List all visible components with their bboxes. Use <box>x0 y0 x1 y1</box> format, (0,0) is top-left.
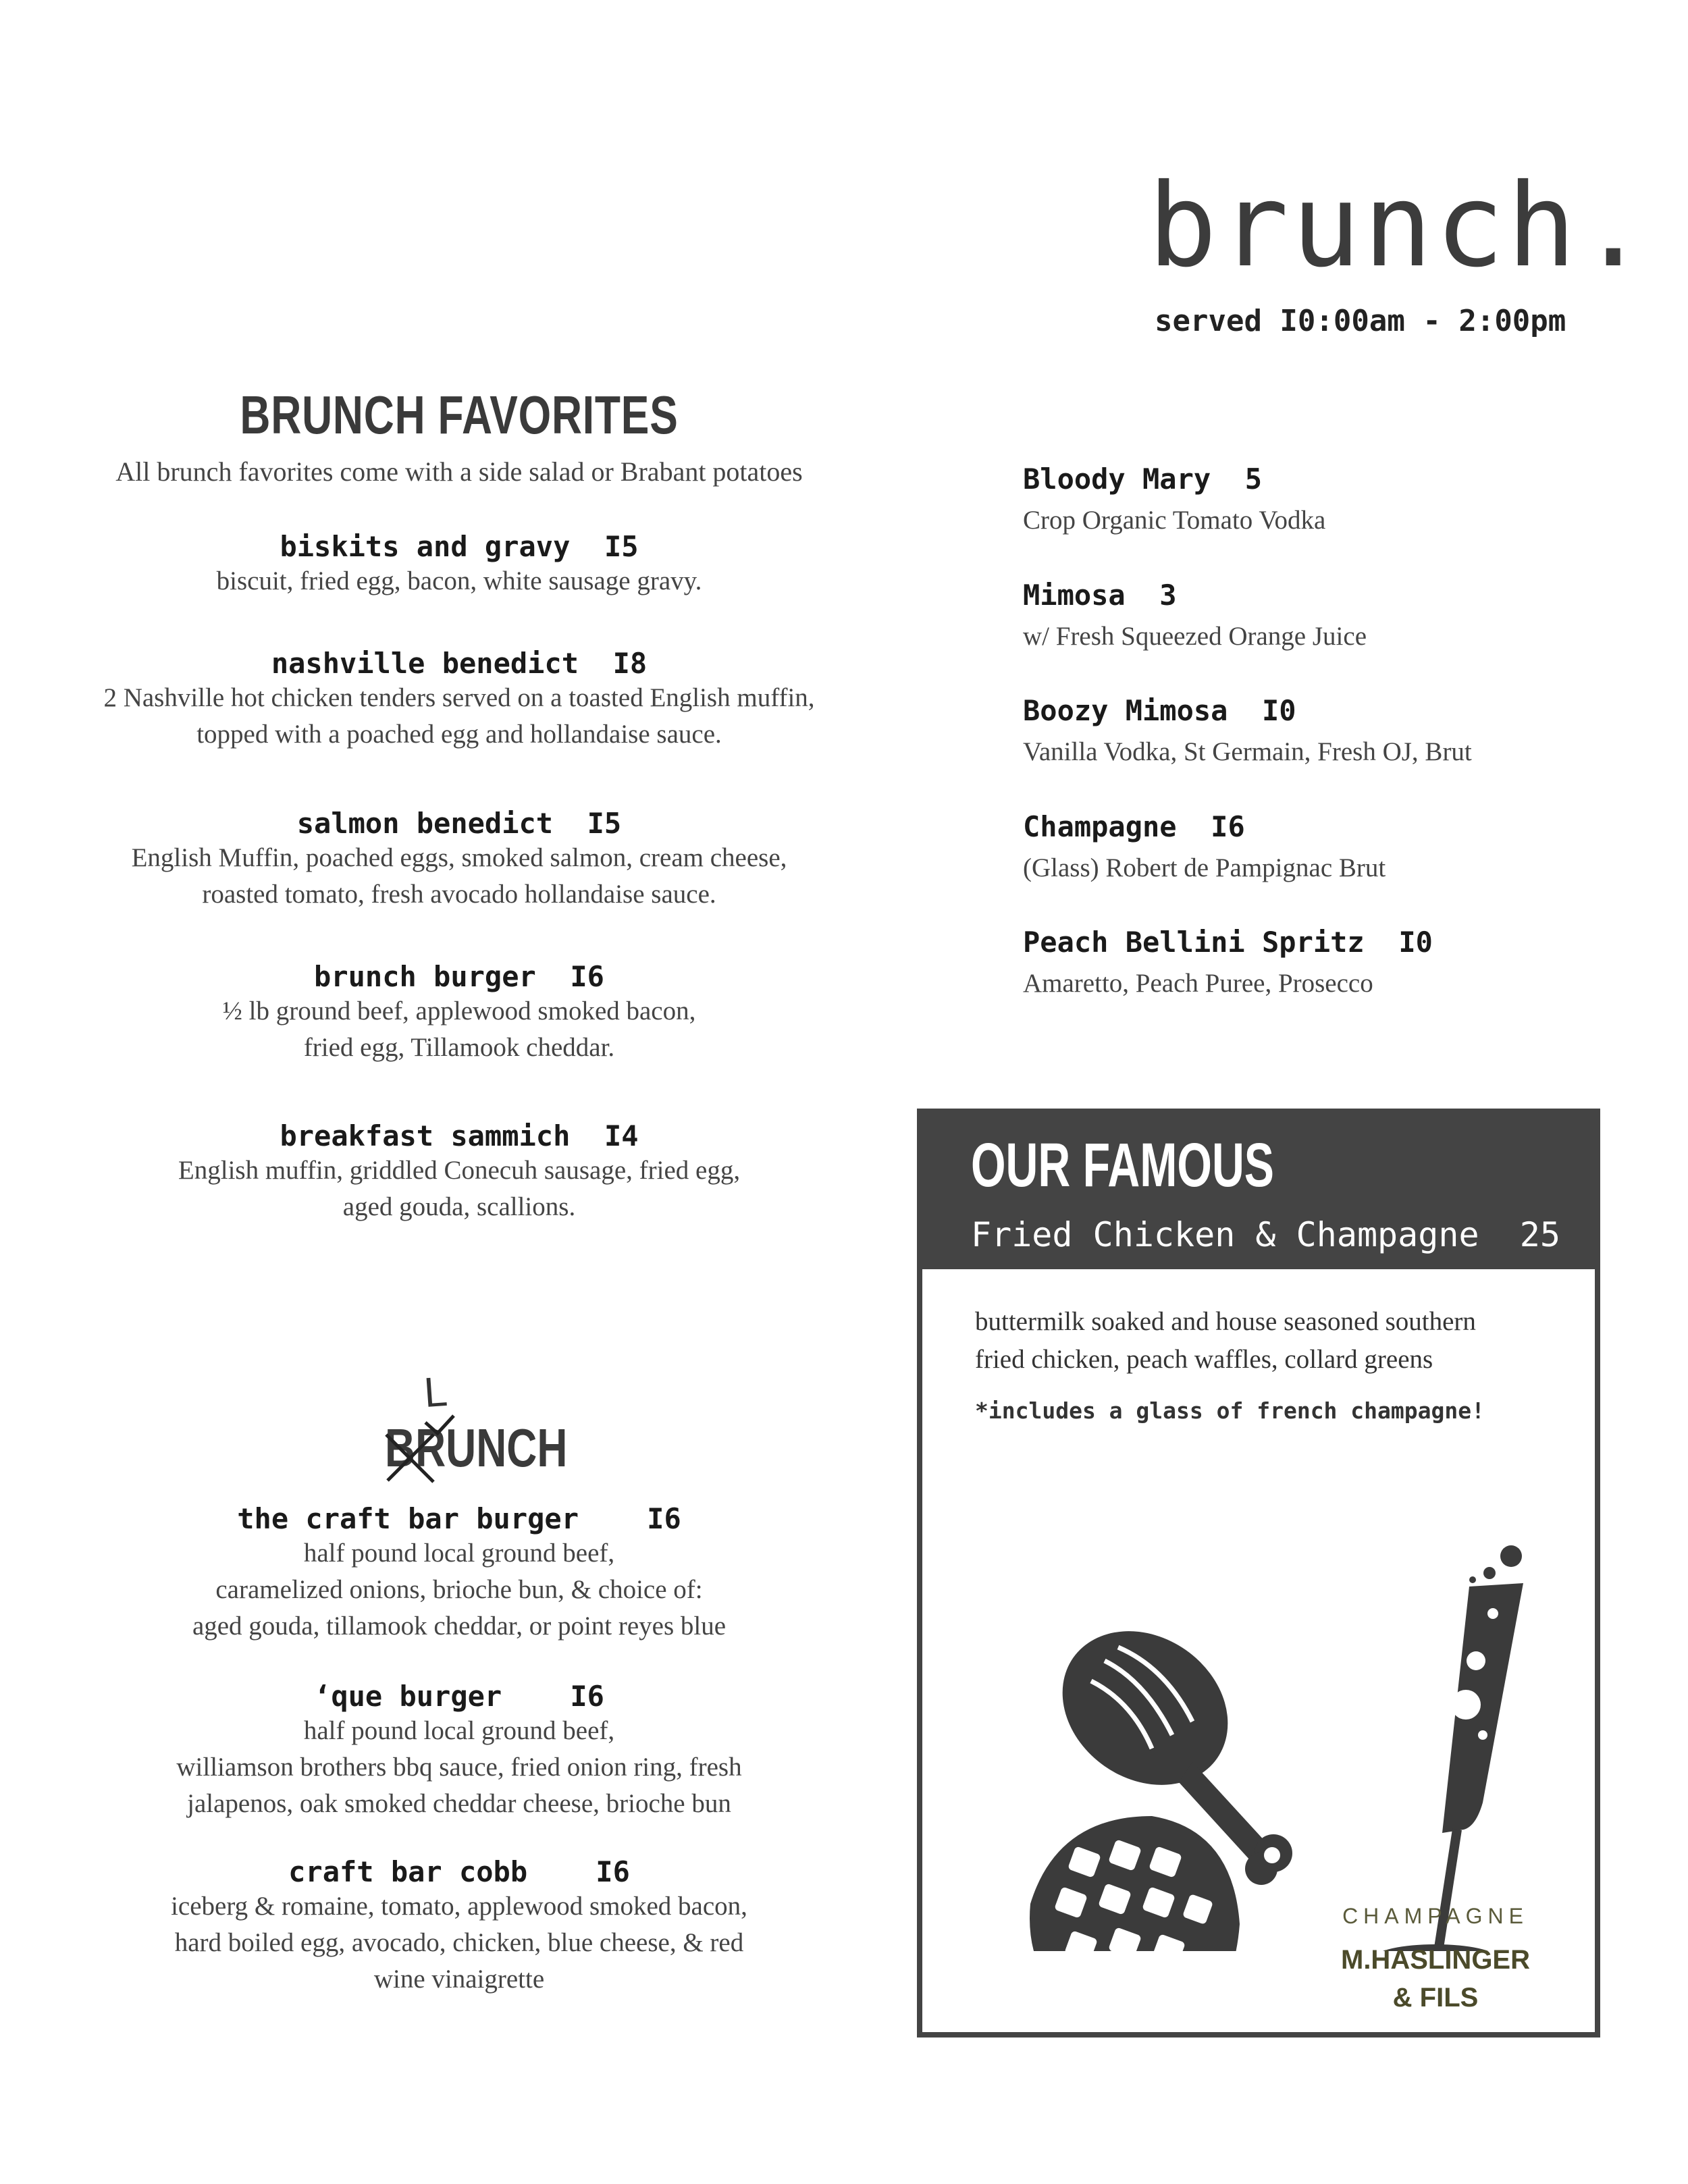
menu-item <box>101 530 817 600</box>
page-title: brunch. <box>1148 159 1651 293</box>
drink-description: Amaretto, Peach Puree, Prosecco <box>1023 969 1373 998</box>
drink-description: Vanilla Vodka, St Germain, Fresh OJ, Brut <box>1023 737 1472 766</box>
drink-item <box>1023 926 1563 998</box>
item-name: breakfast sammich <box>280 1119 571 1152</box>
item-name: craft bar cobb <box>288 1855 528 1888</box>
item-price: I4 <box>604 1119 639 1152</box>
item-description-line: fried egg, Tillamook cheddar. <box>303 1033 615 1062</box>
drink-name: Champagne <box>1023 810 1177 843</box>
item-name: brunch burger <box>314 960 536 993</box>
drink-price: I6 <box>1211 810 1245 843</box>
item-price: I5 <box>587 807 622 840</box>
famous-subtitle: Fried Chicken & Champagne <box>971 1215 1479 1254</box>
item-description-line: roasted tomato, fresh avocado hollandaise sauce. <box>202 880 716 909</box>
item-name: biskits and gravy <box>280 530 571 563</box>
item-name: the craft bar burger <box>237 1502 579 1535</box>
handwritten-letter: L <box>422 1368 449 1417</box>
lunch-heading-rest: UNCH <box>446 1418 568 1478</box>
famous-title: OUR FAMOUS <box>971 1131 1274 1200</box>
drink-name: Peach Bellini Spritz <box>1023 926 1365 959</box>
item-description-line: aged gouda, scallions. <box>342 1192 576 1221</box>
famous-description <box>975 1303 1556 1379</box>
item-description-line: topped with a poached egg and hollandaise sauce. <box>196 720 722 749</box>
item-description-line: ½ lb ground beef, applewood smoked bacon, <box>222 996 696 1026</box>
food-illustration <box>949 1438 1577 1951</box>
waffle-icon <box>1030 1816 1240 1951</box>
item-description-line: iceberg & romaine, tomato, applewood smoked bacon, <box>171 1892 747 1921</box>
item-price: I6 <box>570 960 604 993</box>
item-description-line: English muffin, griddled Conecuh sausage, fried egg, <box>178 1156 741 1185</box>
item-name: nashville benedict <box>271 647 579 680</box>
drink-name: Boozy Mimosa <box>1023 694 1228 727</box>
famous-price: 25 <box>1519 1215 1561 1254</box>
item-price: I8 <box>612 647 648 680</box>
item-price: I6 <box>647 1502 681 1535</box>
item-description-line: wine vinaigrette <box>373 1965 545 1994</box>
drink-name: Bloody Mary <box>1023 462 1211 496</box>
item-description-line: aged gouda, tillamook cheddar, or point reyes blue <box>192 1612 727 1641</box>
brunch-favorites-heading: BRUNCH FAVORITES <box>240 385 679 445</box>
champagne-glass-icon <box>1375 1545 1523 1951</box>
drink-item <box>1023 810 1563 883</box>
menu-item <box>101 1502 817 1645</box>
item-description-line: English Muffin, poached eggs, smoked salmon, cream cheese, <box>131 843 787 872</box>
brunch-favorites-intro: All brunch favorites come with a side salad or Brabant potatoes <box>115 456 803 487</box>
famous-panel-header <box>922 1114 1595 1269</box>
champagne-house-line: M.HASLINGER <box>1341 1945 1530 1975</box>
drink-item <box>1023 579 1563 651</box>
champagne-label: CHAMPAGNE <box>1342 1904 1529 1928</box>
item-description-line: caramelized onions, brioche bun, & choice of: <box>215 1575 703 1604</box>
menu-item <box>101 960 817 1066</box>
item-price: I5 <box>604 530 639 563</box>
champagne-brand <box>1300 1904 1571 2017</box>
drink-description: (Glass) Robert de Pampignac Brut <box>1023 853 1386 882</box>
item-description-line: 2 Nashville hot chicken tenders served on a toasted English muffin, <box>103 683 815 712</box>
item-description-line: williamson brothers bbq sauce, fried onion ring, fresh <box>176 1753 742 1782</box>
famous-description-line: fried chicken, peach waffles, collard greens <box>975 1345 1433 1374</box>
famous-note: *includes a glass of french champagne! <box>975 1397 1485 1424</box>
item-description-line: jalapenos, oak smoked cheddar cheese, brioche bun <box>187 1789 731 1818</box>
menu-item <box>101 647 817 753</box>
menu-item <box>101 807 817 913</box>
item-description-line: half pound local ground beef, <box>303 1539 615 1568</box>
lunch-heading-struck-letters: BR <box>385 1418 446 1478</box>
brunch-favorites-section <box>101 385 817 487</box>
serving-hours: served I0:00am - 2:00pm <box>1155 304 1566 338</box>
drink-description: Crop Organic Tomato Vodka <box>1023 506 1326 535</box>
drink-item <box>1023 462 1563 535</box>
menu-item <box>101 1119 817 1225</box>
item-description-line: hard boiled egg, avocado, chicken, blue cheese, & red <box>174 1928 744 1957</box>
menu-item <box>101 1680 817 1822</box>
champagne-house-line: & FILS <box>1392 1983 1479 2013</box>
item-price: I6 <box>596 1855 630 1888</box>
drink-description: w/ Fresh Squeezed Orange Juice <box>1023 622 1367 651</box>
item-description-line: half pound local ground beef, <box>303 1716 615 1745</box>
drink-price: 5 <box>1244 462 1263 496</box>
drink-price: I0 <box>1398 926 1433 959</box>
item-price: I6 <box>570 1680 604 1713</box>
menu-item <box>101 1855 817 1998</box>
drink-name: Mimosa <box>1023 579 1126 612</box>
item-description-line: biscuit, fried egg, bacon, white sausage gravy. <box>216 566 702 595</box>
item-name: ‘que burger <box>314 1680 502 1713</box>
famous-special-panel <box>917 1109 1600 2037</box>
lunch-heading <box>101 1368 817 1502</box>
drink-item <box>1023 694 1563 767</box>
item-name: salmon benedict <box>296 807 554 840</box>
famous-description-line: buttermilk soaked and house seasoned southern <box>975 1307 1476 1336</box>
drink-price: I0 <box>1262 694 1296 727</box>
drink-price: 3 <box>1159 579 1177 612</box>
